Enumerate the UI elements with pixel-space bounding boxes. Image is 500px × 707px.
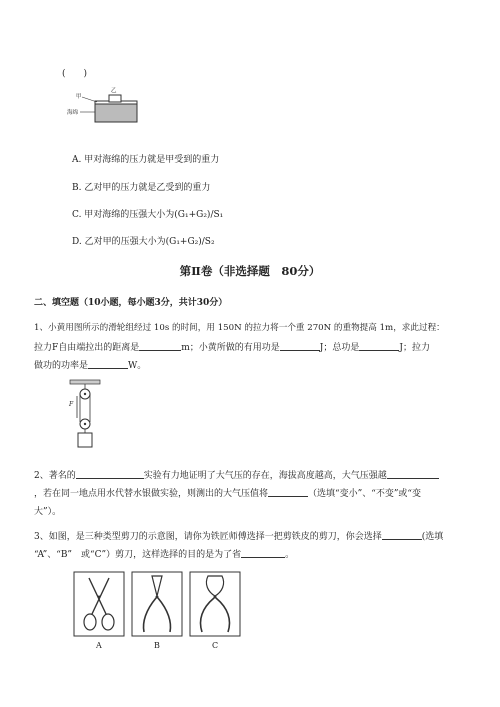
q2-line2: ，若在同一地点用水代替水银做实验，则测出的大气压值将 （选填“变小”、“不变”或“变 [34,489,422,499]
scissors-figure [72,570,242,652]
scissors-c [190,572,240,636]
option-d: D. 乙对甲的压强大小为(G₁+G₂)/S₂ [72,237,215,247]
q1-blank-useful-work[interactable] [280,341,320,351]
scissors-label-a: A [96,641,102,650]
q2-blank-experiment[interactable] [76,469,144,479]
q1-blank-distance[interactable] [139,341,181,351]
label-jia: 甲 [76,94,82,100]
q1-line1: 1、小黄用图所示的滑轮组经过 10s 的时间，用 150N 的拉力将一个重 270N 的重物提高 1m，求此过程： [34,323,445,333]
label-yi: 乙 [111,88,117,94]
q1-blank-total-work[interactable] [359,341,399,351]
q2-line3: 大”）。 [34,507,62,517]
q1-line3: 做功的功率是 W。 [34,361,147,371]
q1-line2: 拉力F自由端拉出的距离是 m；小黄所做的有用功是 J；总功是 J；拉力 [34,343,431,353]
q2-blank-pressure[interactable] [387,469,439,479]
scissors-label-c: C [212,641,219,650]
q3-line2: “A”、“B” 或“C”）剪刀，这样选择的目的是为了省 。 [34,550,295,560]
option-c: C. 甲对海绵的压强大小为(G₁+G₂)/S₁ [72,210,224,220]
section-title: 第Ⅱ卷（非选择题 80分） [179,264,321,278]
question-bracket: ( ) [62,69,88,79]
scissors-b [132,572,182,636]
option-b: B. 乙对甲的压力就是乙受到的重力 [72,183,211,193]
q3-blank-choice[interactable] [382,530,422,540]
scissors-label-b: B [154,641,160,650]
label-f: F [69,401,74,408]
q2-blank-value[interactable] [268,487,308,497]
scissors-a [74,572,124,636]
q3-line1: 3、如图，是三种类型剪刀的示意图，请你为铁匠师傅选择一把剪铁皮的剪刀，你会选择 (选填 [34,532,444,542]
option-a: A. 甲对海绵的压力就是甲受到的重力 [72,155,220,165]
part-header: 二、填空题（10小题，每小题3分，共计30分） [34,298,228,308]
q2-line1: 2、著名的 实验有力地证明了大气压的存在，海拔高度越高，大气压强越 [34,468,439,481]
q3-blank-purpose[interactable] [241,548,285,558]
q1-blank-power[interactable] [88,359,128,369]
sponge-figure [66,88,146,127]
pulley-figure [64,378,108,450]
label-sponge: 海绵 [67,110,79,116]
